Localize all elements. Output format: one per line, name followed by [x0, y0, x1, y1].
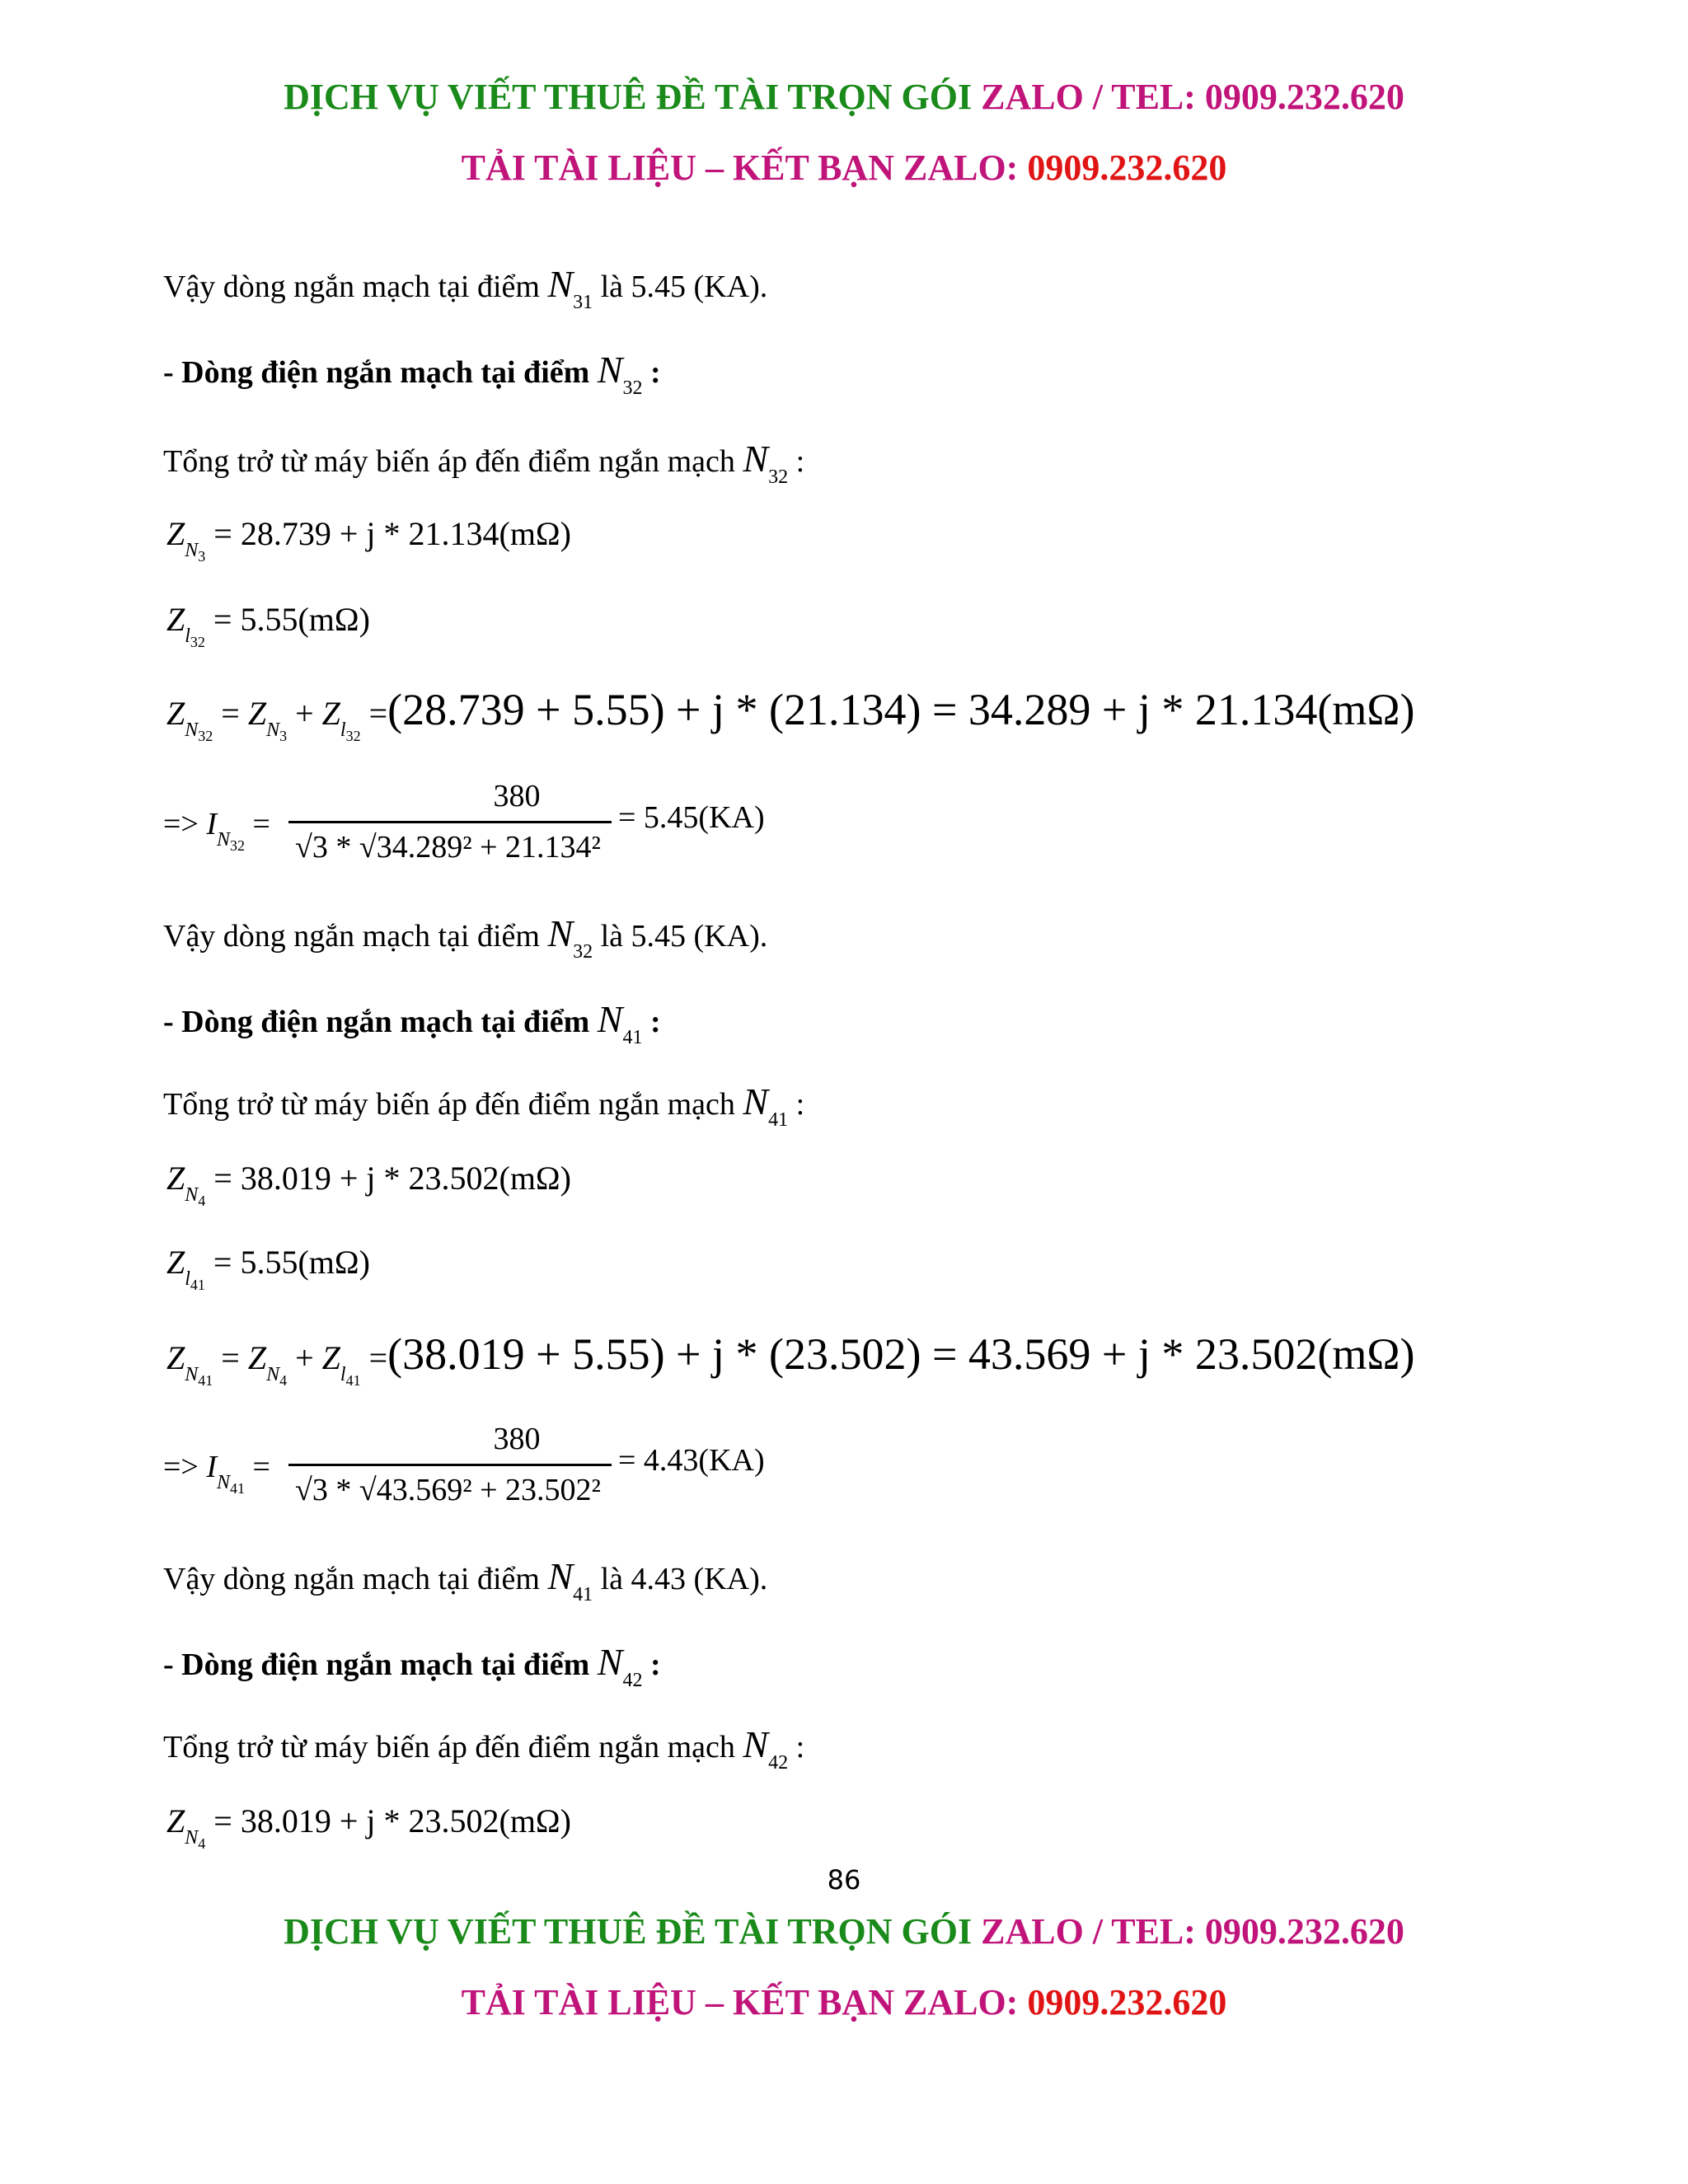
eq-sub: 41 [190, 1277, 205, 1293]
heading-text: - Dòng điện ngắn mạch tại điểm [163, 1005, 590, 1039]
eq-sub: 32 [345, 728, 361, 744]
equation-zl41: $Z_{l_{41}} = 5.55(m\Omega)$ [166, 1244, 370, 1293]
node-subscript: 32 [573, 941, 593, 963]
equation-value: (28.739 + 5.55) + j * (21.134) = 34.289 + j * 21.134(mΩ) [387, 685, 1415, 734]
footer-contact-text: ZALO / TEL: 0909.232.620 [981, 1911, 1404, 1952]
equation-zn3: $Z_{N_3} = 28.739 + j * 21.134(m\Omega)$ [166, 515, 571, 565]
fraction-denominator: √3 * √43.569² + 23.502² [295, 1473, 601, 1507]
node-subscript: 42 [768, 1752, 789, 1774]
node-symbol: N [597, 1641, 623, 1683]
node-symbol: N [547, 912, 574, 954]
equation-equals: = [368, 695, 388, 732]
conclusion-text: Vậy dòng ngắn mạch tại điểm [163, 269, 540, 304]
equation-value: = 5.55(mΩ) [213, 1244, 370, 1281]
impedance-text-n41 [163, 1080, 805, 1131]
impedance-text-n32 [163, 437, 805, 488]
footer-line-1 [0, 1910, 1688, 1952]
fraction-numerator: 380 [493, 779, 541, 813]
equation-zn41: $Z_{N_{41}} = Z_{N_4} + Z_{l_{41}} =(38.019 + 5.55) + j * (23.502) = 43.569 + j * 23.502(m\Omega)$ [166, 1329, 1415, 1389]
header-line-1 [0, 76, 1688, 118]
denominator-text: 3 * √43.569² + 23.502² [312, 1473, 601, 1507]
header-line-2 [0, 147, 1688, 189]
eq-sub: 32 [230, 837, 246, 854]
eq-sub: 3 [198, 548, 206, 565]
eq-sub: 32 [190, 634, 205, 650]
fraction-result: = 5.45(KA) [618, 800, 765, 835]
node-subscript: 31 [573, 292, 593, 313]
equation-zn32: $Z_{N_{32}} = Z_{N_3} + Z_{l_{32}} =(28.739 + 5.55) + j * (21.134) = 34.289 + j * 21.134(m\Omega)$ [166, 685, 1415, 744]
heading-colon: : [649, 1647, 661, 1682]
equation-value: = 28.739 + j * 21.134(mΩ) [213, 515, 571, 552]
node-subscript: 32 [768, 466, 789, 488]
equation-value: = 38.019 + j * 23.502(mΩ) [213, 1802, 571, 1840]
impedance-text-n42 [163, 1722, 805, 1774]
impedance-colon: : [795, 1087, 805, 1122]
node-subscript: 41 [622, 1027, 643, 1048]
conclusion-value: là 5.45 (KA). [600, 269, 768, 304]
equation-zn4: $Z_{N_4} = 38.019 + j * 23.502(m\Omega)$ [166, 1160, 571, 1209]
heading-colon: : [649, 355, 661, 390]
impedance-text: Tổng trở từ máy biến áp đến điểm ngắn mạch [163, 1730, 735, 1765]
conclusion-n31 [163, 262, 768, 313]
equation-zl32: $Z_{l_{32}} = 5.55(m\Omega)$ [166, 601, 370, 650]
fraction-lhs: => $I_{N_{41}}$ = [163, 1450, 270, 1497]
heading-text: - Dòng điện ngắn mạch tại điểm [163, 355, 590, 390]
impedance-colon: : [795, 444, 805, 479]
eq-sub: 3 [279, 728, 288, 744]
impedance-colon: : [795, 1730, 805, 1765]
node-subscript: 41 [768, 1109, 789, 1131]
node-symbol: N [743, 438, 769, 480]
node-symbol: N [597, 998, 623, 1040]
footer-download-text: TẢI TÀI LIỆU – KẾT BẠN ZALO: [461, 1982, 1019, 2022]
impedance-text: Tổng trở từ máy biến áp đến điểm ngắn mạch [163, 444, 735, 479]
impedance-text: Tổng trở từ máy biến áp đến điểm ngắn mạch [163, 1087, 735, 1122]
equation-value: (38.019 + 5.55) + j * (23.502) = 43.569 + j * 23.502(mΩ) [387, 1329, 1415, 1379]
heading-n41 [163, 997, 661, 1048]
node-subscript: 42 [622, 1670, 643, 1691]
fraction-lhs: => $I_{N_{32}}$ = [163, 807, 270, 854]
eq-sub: 41 [198, 1372, 213, 1389]
page-number: 86 [827, 1864, 861, 1896]
conclusion-text: Vậy dòng ngắn mạch tại điểm [163, 1562, 540, 1596]
eq-sub: 4 [279, 1372, 288, 1389]
conclusion-text: Vậy dòng ngắn mạch tại điểm [163, 919, 540, 954]
denominator-text: 3 * √34.289² + 21.134² [312, 830, 601, 865]
fraction-numerator: 380 [493, 1422, 541, 1456]
node-subscript: 41 [573, 1584, 593, 1605]
header-service-text: DỊCH VỤ VIẾT THUÊ ĐỀ TÀI TRỌN GÓI [284, 77, 973, 117]
fraction-bar [288, 821, 612, 823]
node-symbol: N [547, 263, 574, 305]
fraction-result: = 4.43(KA) [618, 1443, 765, 1478]
footer-line-2 [0, 1981, 1688, 2023]
header-contact-text: ZALO / TEL: 0909.232.620 [981, 77, 1404, 117]
eq-sub: 41 [230, 1480, 246, 1497]
footer-service-text: DỊCH VỤ VIẾT THUÊ ĐỀ TÀI TRỌN GÓI [284, 1911, 973, 1952]
heading-text: - Dòng điện ngắn mạch tại điểm [163, 1647, 590, 1682]
conclusion-value: là 4.43 (KA). [600, 1562, 768, 1596]
heading-colon: : [649, 1005, 661, 1039]
heading-n32 [163, 348, 661, 399]
node-subscript: 32 [622, 377, 643, 399]
node-symbol: N [547, 1555, 574, 1597]
eq-sub: 4 [198, 1835, 206, 1852]
eq-sub: 4 [198, 1193, 206, 1209]
equation-value: = 5.55(mΩ) [213, 601, 370, 638]
node-symbol: N [597, 349, 623, 391]
conclusion-n32 [163, 912, 768, 963]
heading-n42 [163, 1640, 661, 1691]
footer-phone-text: 0909.232.620 [1027, 1982, 1227, 2022]
conclusion-value: là 5.45 (KA). [600, 919, 768, 954]
header-phone-text: 0909.232.620 [1027, 148, 1227, 188]
node-symbol: N [743, 1080, 769, 1122]
fraction-denominator: √3 * √34.289² + 21.134² [295, 830, 601, 865]
fraction-bar [288, 1464, 612, 1466]
equation-zn4-repeat: $Z_{N_4} = 38.019 + j * 23.502(m\Omega)$ [166, 1802, 571, 1852]
node-symbol: N [743, 1723, 769, 1765]
equation-value: = 38.019 + j * 23.502(mΩ) [213, 1160, 571, 1197]
eq-sub: 32 [198, 728, 213, 744]
eq-sub: 41 [345, 1372, 361, 1389]
conclusion-n41 [163, 1554, 768, 1605]
header-download-text: TẢI TÀI LIỆU – KẾT BẠN ZALO: [461, 148, 1019, 188]
